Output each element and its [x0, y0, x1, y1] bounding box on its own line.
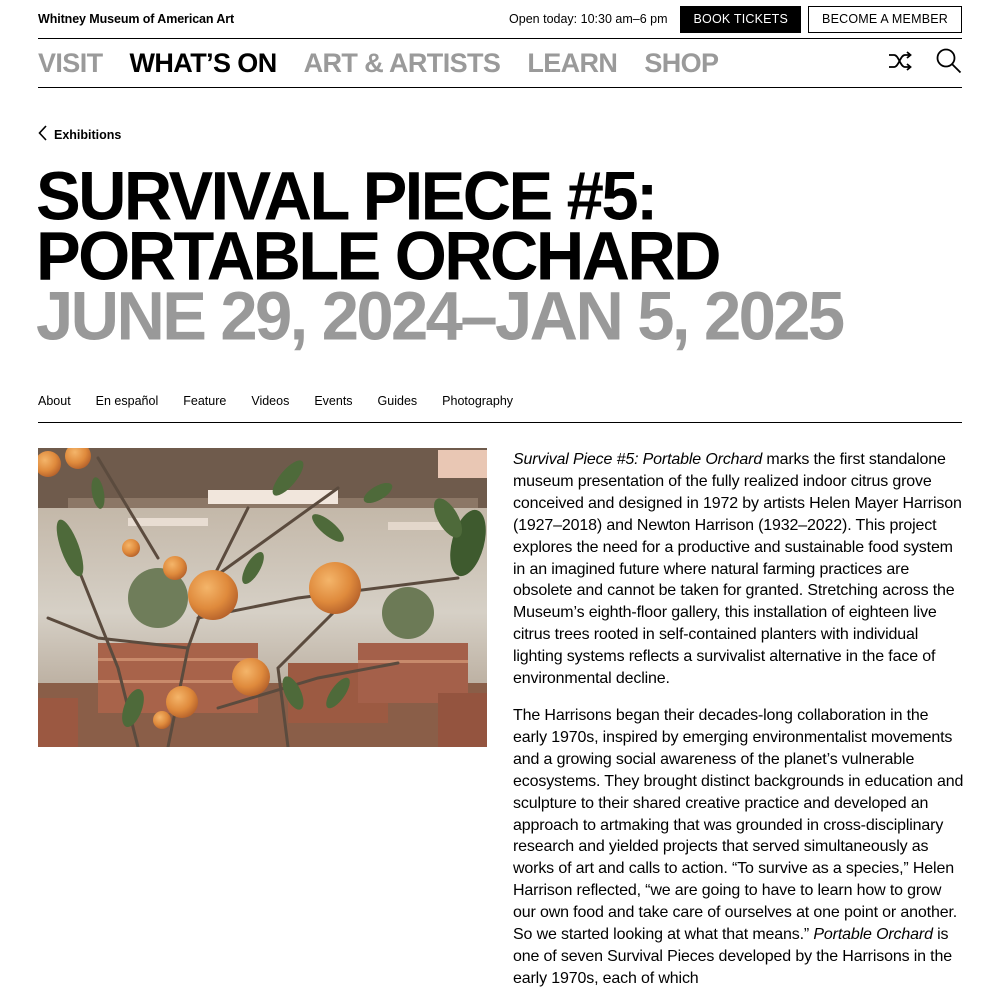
subnav-photography[interactable]: Photography [442, 394, 514, 408]
exhibition-title [36, 158, 843, 355]
exhibition-hero-image [38, 448, 487, 747]
top-divider [38, 38, 962, 39]
exhibition-dates: JUNE 29, 2024–JAN 5, 2025 [36, 278, 843, 355]
nav-icons [888, 48, 962, 79]
breadcrumb[interactable] [38, 125, 121, 144]
description-p2-text-b: is one of seven Survival Pieces developed by the Harrisons in the early 1970s, each of which [513, 926, 952, 987]
nav-item-visit[interactable]: VISIT [38, 47, 103, 78]
nav-divider [38, 87, 962, 88]
hours-text: Open today: 10:30 am–6 pm [509, 12, 668, 26]
subnav-en-espanol[interactable]: En español [95, 394, 159, 408]
description-p2-title-ref: Portable Orchard [813, 926, 933, 944]
brand-logo-link[interactable]: Whitney Museum of American Art [38, 12, 235, 26]
top-bar [38, 5, 962, 33]
description-paragraph-1 [513, 449, 965, 690]
chevron-left-icon [38, 125, 54, 144]
subnav-guides[interactable]: Guides [377, 394, 418, 408]
subnav-events[interactable]: Events [314, 394, 353, 408]
description-paragraph-2 [513, 705, 965, 990]
search-icon[interactable] [936, 48, 962, 79]
description-p2-text-a: The Harrisons began their decades-long collaboration in the early 1970s, inspired by emerging environmentalist movements and a growing social awareness of the planet’s vulnerable ecosystems. They brought distinct backgrounds in education and sculpture to their shared creative practice and developed an approach to artmaking that was grounded in cross-disciplinary research and yielded projects that served simultaneously as works of art and calls to action. “To survive as a species,” Helen Harrison reflected, “we are going to have to learn how to grow our own food and take care of ourselves at one point or another. So we started looking at what that means.” [513, 706, 964, 944]
subnav-about[interactable]: About [38, 394, 71, 408]
title-line-1: SURVIVAL PIECE #5: [36, 158, 656, 235]
description-p1-text: marks the first standalone museum presentation of the fully realized indoor citrus grove conceived and designed in 1972 by artists Helen Mayer Harrison (1927–2018) and Newton Harrison (1932–2022). This project explores the need for a productive and sustainable food system in an imagined future where natural farming practices are obsolete and cannot be taken for granted. Stretching across the Museum’s eighth-floor gallery, this installation of eighteen live citrus trees rooted in self-contained planters with individual lighting systems reflects a survivalist alternative in the face of environmental decline. [513, 451, 962, 688]
shuffle-icon[interactable] [888, 50, 912, 77]
title-line-2: PORTABLE ORCHARD [36, 218, 719, 295]
become-member-button[interactable]: BECOME A MEMBER [808, 6, 962, 33]
subnav-feature[interactable]: Feature [183, 394, 227, 408]
nav-item-shop[interactable]: SHOP [644, 47, 719, 78]
main-nav [38, 40, 962, 86]
exhibition-subnav [38, 394, 538, 408]
book-tickets-button[interactable]: BOOK TICKETS [680, 6, 801, 33]
nav-item-whats-on[interactable]: WHAT’S ON [129, 47, 277, 78]
subnav-videos[interactable]: Videos [251, 394, 290, 408]
breadcrumb-label: Exhibitions [54, 127, 122, 142]
description-title-ref: Survival Piece #5: Portable Orchard [513, 451, 763, 468]
nav-item-learn[interactable]: LEARN [527, 47, 618, 78]
nav-item-art-artists[interactable]: ART & ARTISTS [303, 47, 501, 78]
exhibition-description [513, 449, 965, 1000]
subnav-divider [38, 422, 962, 423]
top-bar-actions [509, 6, 962, 33]
